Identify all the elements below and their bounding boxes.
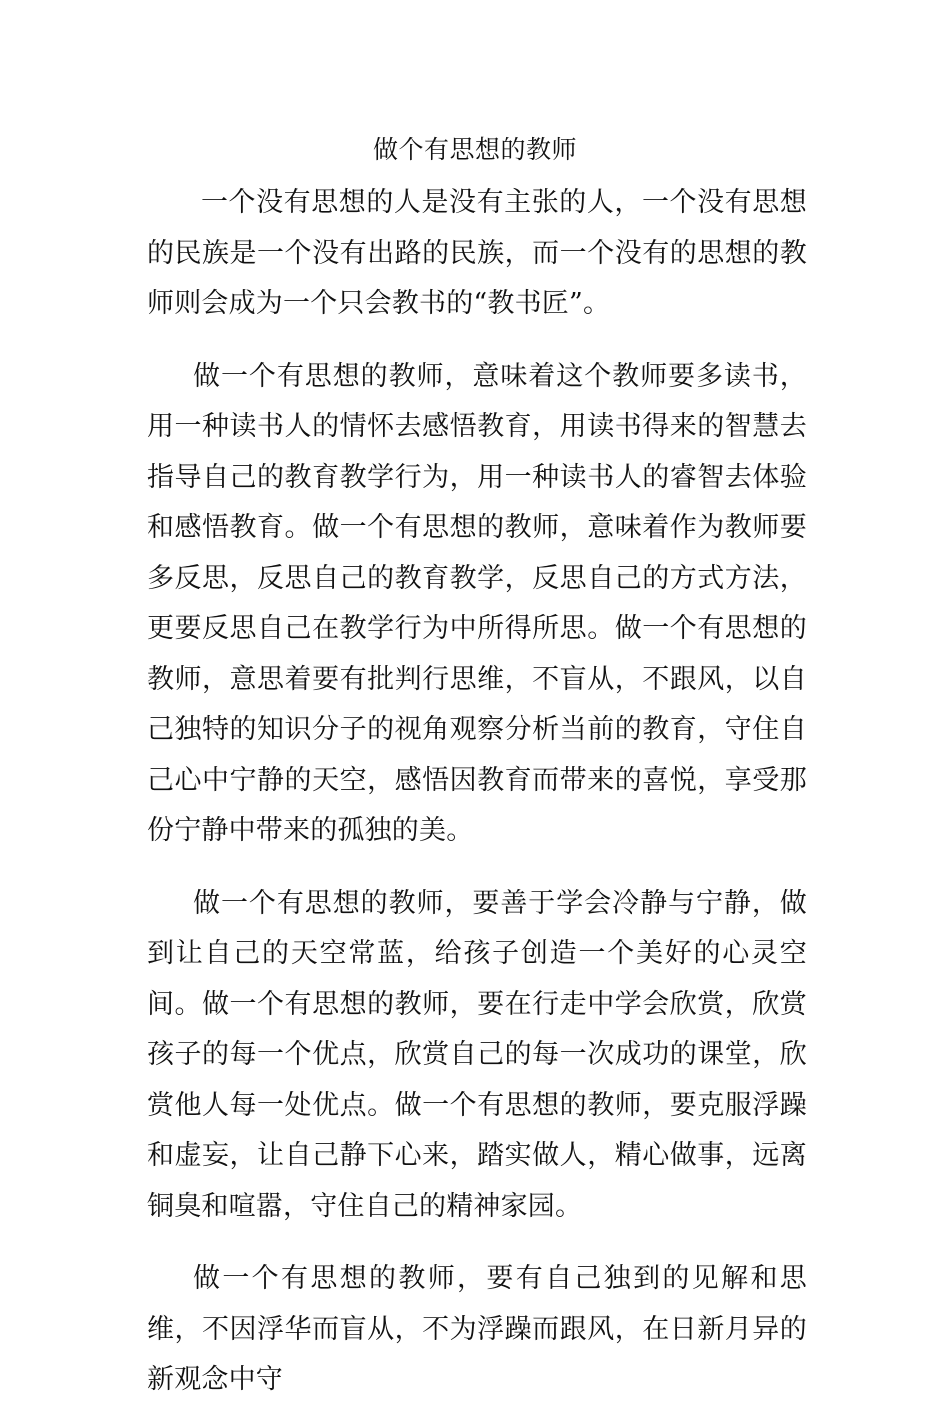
paragraph-1: 一个没有思想的人是没有主张的人，一个没有思想的民族是一个没有出路的民族，而一个没有的思想的教师则会成为一个只会教书的“教书匠”。 — [147, 187, 807, 319]
document-title: 做个有思想的教师 — [372, 135, 577, 164]
paragraph-3: 做一个有思想的教师，要善于学会冷静与宁静，做到让自己的天空常蓝，给孩子创造一个美好的心灵空间。做一个有思想的教师，要在行走中学会欣赏，欣赏孩子的每一个优点，欣赏自己的每一次成功的课堂，欣赏他人每一处优点。做一个有思想的教师，要克服浮躁和虚妄，让自己静下心来，踏实做人，精心做事，远离铜臭和喧嚣，守住自己的精神家园。 — [147, 887, 807, 1222]
document-body — [147, 178, 807, 1428]
paragraph-4: 做一个有思想的教师，要有自己独到的见解和思维，不因浮华而盲从，不为浮躁而跟风，在日新月异的新观念中守 — [147, 1263, 807, 1395]
paragraph-2: 做一个有思想的教师，意味着这个教师要多读书，用一种读书人的情怀去感悟教育，用读书得来的智慧去指导自己的教育教学行为，用一种读书人的睿智去体验和感悟教育。做一个有思想的教师，意味着作为教师要多反思，反思自己的教育教学，反思自己的方式方法，更要反思自己在教学行为中所得所思。做一个有思想的教师，意思着要有批判行思维，不盲从，不跟风，以自己独特的知识分子的视角观察分析当前的教育，守住自己心中宁静的天空，感悟因教育而带来的喜悦，享受那份宁静中带来的孤独的美。 — [147, 360, 807, 846]
